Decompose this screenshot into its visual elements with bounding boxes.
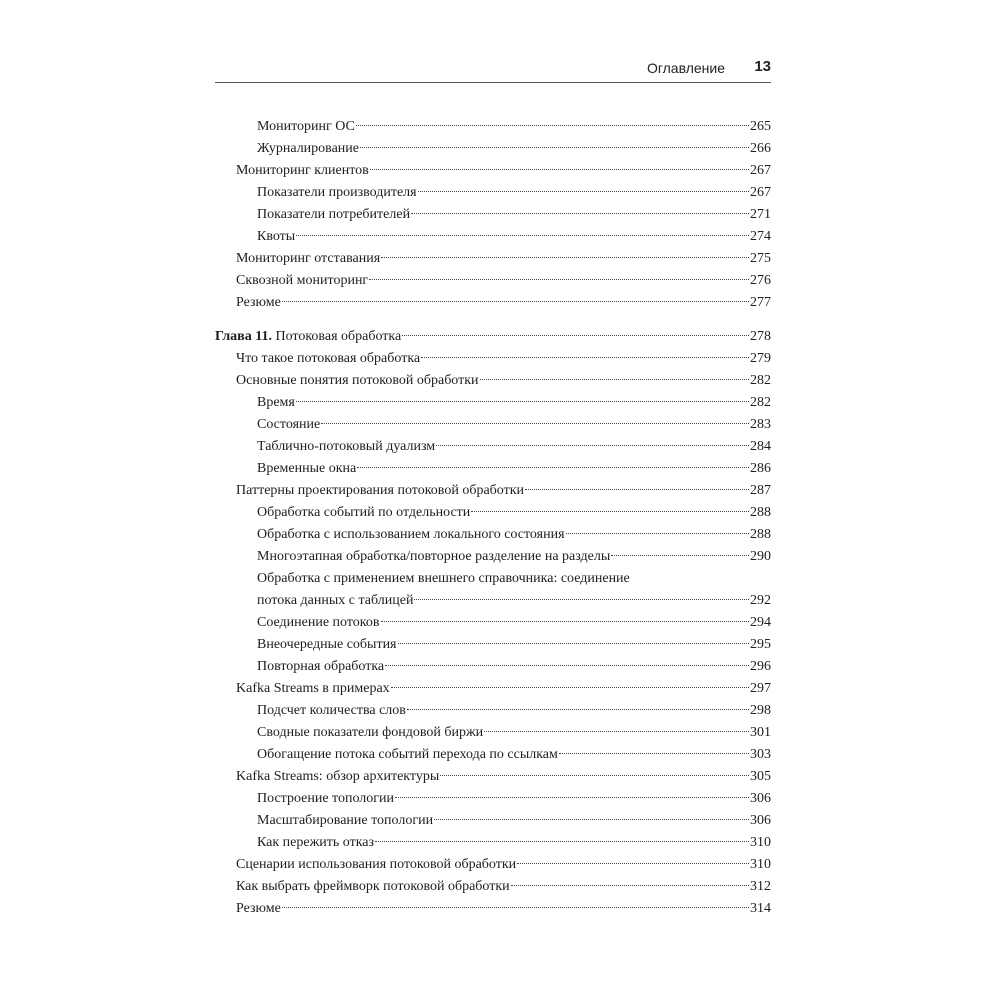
toc-page-number: 310 [750, 857, 771, 872]
toc-entry-text: Kafka Streams: обзор архитектуры [236, 769, 440, 784]
toc-section-chapter-11-a [215, 348, 771, 568]
toc-section-chapter-11-b [215, 612, 771, 920]
toc-entry[interactable] [215, 722, 771, 744]
toc-page-number: 267 [750, 163, 771, 178]
toc-entry-text: Подсчет количества слов [257, 703, 406, 718]
toc-entry-text: Паттерны проектирования потоковой обработки [236, 483, 525, 498]
toc-page-number: 265 [750, 119, 771, 134]
toc-entry[interactable] [215, 292, 771, 314]
toc-entry[interactable] [215, 788, 771, 810]
toc-page-number: 277 [750, 295, 771, 310]
toc-page-number: 288 [750, 505, 771, 520]
toc-section-before-chapter [215, 116, 771, 314]
toc-entry-text: Соединение потоков [257, 615, 380, 630]
toc-entry[interactable] [215, 226, 771, 248]
dot-leader [517, 863, 749, 864]
toc-entry[interactable] [215, 392, 771, 414]
section-title: Оглавление [646, 60, 725, 76]
dot-leader [471, 511, 749, 512]
page-header [215, 58, 771, 83]
toc-page-number: 314 [750, 901, 771, 916]
toc-chapter-text [215, 326, 401, 348]
toc-entry[interactable] [215, 744, 771, 766]
dot-leader [375, 841, 749, 842]
dot-leader [282, 301, 749, 302]
toc-page-number: 294 [750, 615, 771, 630]
toc-page-number: 301 [750, 725, 771, 740]
toc-page-number: 292 [750, 593, 771, 608]
dot-leader [566, 533, 749, 534]
chapter-label: Глава 11. [215, 329, 272, 344]
toc-entry-text: Как пережить отказ [257, 835, 375, 850]
toc-entry-text: Kafka Streams в примерах [236, 681, 390, 696]
toc-entry[interactable] [215, 898, 771, 920]
toc-page-number: 271 [750, 207, 771, 222]
toc-entry-text: Резюме [236, 295, 281, 310]
dot-leader [321, 423, 749, 424]
toc-entry[interactable] [215, 854, 771, 876]
toc-entry[interactable] [215, 458, 771, 480]
toc-entry[interactable] [215, 436, 771, 458]
toc-page-number: 297 [750, 681, 771, 696]
toc-entry-text: Временные окна [257, 461, 357, 476]
toc-entry-text-line2: потока данных с таблицей [257, 593, 414, 608]
table-of-contents [215, 116, 771, 920]
dot-leader [395, 797, 749, 798]
toc-entry-text: Обогащение потока событий перехода по ссылкам [257, 747, 558, 762]
toc-entry-text: Обработка событий по отдельности [257, 505, 471, 520]
toc-entry[interactable] [215, 248, 771, 270]
toc-page-number: 282 [750, 395, 771, 410]
toc-entry[interactable] [215, 116, 771, 138]
toc-page-number: 306 [750, 813, 771, 828]
toc-entry-text: Сценарии использования потоковой обработки [236, 857, 517, 872]
toc-page-number: 305 [750, 769, 771, 784]
dot-leader [511, 885, 749, 886]
toc-page-number: 275 [750, 251, 771, 266]
toc-page-number: 276 [750, 273, 771, 288]
toc-entry-text: Повторная обработка [257, 659, 385, 674]
dot-leader [440, 775, 749, 776]
toc-page-number: 279 [750, 351, 771, 366]
toc-entry[interactable] [215, 612, 771, 634]
toc-page-number: 303 [750, 747, 771, 762]
dot-leader [434, 819, 749, 820]
dot-leader [296, 401, 749, 402]
toc-entry[interactable] [215, 832, 771, 854]
dot-leader [381, 257, 749, 258]
dot-leader [407, 709, 749, 710]
toc-entry[interactable] [215, 414, 771, 436]
toc-entry[interactable] [215, 182, 771, 204]
toc-page-number: 284 [750, 439, 771, 454]
toc-entry-text: Показатели потребителей [257, 207, 411, 222]
toc-entry-text-line1: Обработка с применением внешнего справочника: соединение [257, 571, 630, 586]
toc-page-number: 296 [750, 659, 771, 674]
toc-page-number: 288 [750, 527, 771, 542]
dot-leader [611, 555, 749, 556]
toc-entry-line2 [257, 590, 771, 612]
dot-leader [411, 213, 749, 214]
toc-entry[interactable] [215, 370, 771, 392]
toc-page-number: 278 [750, 329, 771, 344]
toc-page-number: 266 [750, 141, 771, 156]
dot-leader [421, 357, 749, 358]
dot-leader [385, 665, 749, 666]
dot-leader [357, 467, 749, 468]
toc-entry[interactable] [215, 634, 771, 656]
toc-entry[interactable] [215, 524, 771, 546]
toc-entry-text: Многоэтапная обработка/повторное разделение на разделы [257, 549, 611, 564]
toc-page-number: 274 [750, 229, 771, 244]
toc-entry-text: Мониторинг ОС [257, 119, 355, 134]
toc-entry-text: Время [257, 395, 295, 410]
dot-leader [418, 191, 749, 192]
toc-entry[interactable] [215, 204, 771, 226]
toc-entry-text: Обработка с использованием локального состояния [257, 527, 565, 542]
toc-page-number: 286 [750, 461, 771, 476]
page-number: 13 [754, 58, 771, 75]
dot-leader [398, 643, 750, 644]
toc-entry[interactable] [215, 138, 771, 160]
toc-page-number: 282 [750, 373, 771, 388]
toc-entry[interactable] [215, 160, 771, 182]
dot-leader [360, 147, 749, 148]
toc-entry-text: Построение топологии [257, 791, 394, 806]
toc-chapter-entry[interactable] [215, 326, 771, 348]
toc-entry-text: Внеочередные события [257, 637, 397, 652]
toc-entry-text: Основные понятия потоковой обработки [236, 373, 479, 388]
toc-entry-text: Таблично-потоковый дуализм [257, 439, 436, 454]
toc-entry-multiline[interactable] [215, 568, 771, 612]
toc-page-number: 298 [750, 703, 771, 718]
toc-entry[interactable] [215, 348, 771, 370]
toc-entry-text: Квоты [257, 229, 296, 244]
dot-leader [525, 489, 749, 490]
toc-entry-text: Что такое потоковая обработка [236, 351, 421, 366]
toc-entry-text: Мониторинг отставания [236, 251, 381, 266]
toc-entry[interactable] [215, 656, 771, 678]
toc-entry[interactable] [215, 502, 771, 524]
dot-leader [484, 731, 749, 732]
toc-entry[interactable] [215, 700, 771, 722]
dot-leader [370, 169, 749, 170]
toc-entry[interactable] [215, 270, 771, 292]
toc-entry-text: Мониторинг клиентов [236, 163, 369, 178]
toc-entry[interactable] [215, 810, 771, 832]
toc-entry[interactable] [215, 546, 771, 568]
toc-entry[interactable] [215, 678, 771, 700]
dot-leader [402, 335, 749, 336]
chapter-title: Потоковая обработка [275, 329, 402, 344]
dot-leader [436, 445, 749, 446]
dot-leader [559, 753, 749, 754]
dot-leader [391, 687, 749, 688]
dot-leader [356, 125, 749, 126]
toc-entry-text: Состояние [257, 417, 321, 432]
toc-page-number: 287 [750, 483, 771, 498]
toc-entry[interactable] [215, 876, 771, 898]
toc-entry-text: Резюме [236, 901, 281, 916]
toc-page-number: 267 [750, 185, 771, 200]
toc-page-number: 290 [750, 549, 771, 564]
toc-entry-text: Как выбрать фреймворк потоковой обработки [236, 879, 510, 894]
toc-entry[interactable] [215, 766, 771, 788]
toc-page-number: 312 [750, 879, 771, 894]
toc-page-number: 306 [750, 791, 771, 806]
toc-entry-text: Показатели производителя [257, 185, 417, 200]
toc-page-number: 310 [750, 835, 771, 850]
dot-leader [282, 907, 749, 908]
toc-entry[interactable] [215, 480, 771, 502]
dot-leader [381, 621, 750, 622]
dot-leader [414, 599, 749, 600]
toc-entry-text: Журналирование [257, 141, 360, 156]
toc-entry-text: Сквозной мониторинг [236, 273, 369, 288]
dot-leader [480, 379, 749, 380]
toc-page-number: 283 [750, 417, 771, 432]
dot-leader [296, 235, 749, 236]
toc-page-number: 295 [750, 637, 771, 652]
dot-leader [369, 279, 749, 280]
toc-entry-text: Сводные показатели фондовой биржи [257, 725, 484, 740]
toc-entry-text: Масштабирование топологии [257, 813, 434, 828]
